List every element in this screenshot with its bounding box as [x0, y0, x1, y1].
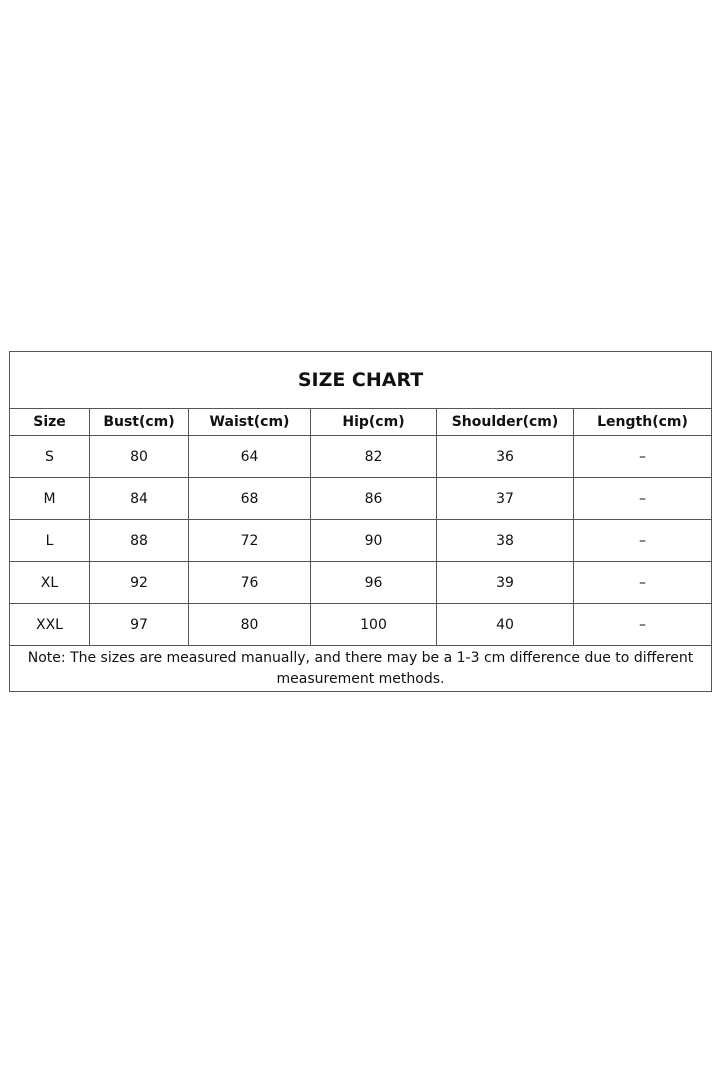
- hip-cell: 100: [311, 604, 437, 646]
- hip-cell: 82: [311, 436, 437, 478]
- measurement-note: Note: The sizes are measured manually, and there may be a 1-3 cm difference due to different measurement methods.: [10, 646, 712, 692]
- size-cell: XL: [10, 562, 90, 604]
- bust-cell: 84: [90, 478, 189, 520]
- shoulder-cell: 37: [437, 478, 574, 520]
- size-cell: M: [10, 478, 90, 520]
- waist-cell: 72: [189, 520, 311, 562]
- length-cell: –: [574, 520, 712, 562]
- bust-cell: 80: [90, 436, 189, 478]
- column-header-size: Size: [10, 409, 90, 436]
- shoulder-cell: 38: [437, 520, 574, 562]
- bust-cell: 92: [90, 562, 189, 604]
- waist-cell: 64: [189, 436, 311, 478]
- size-cell: S: [10, 436, 90, 478]
- hip-cell: 90: [311, 520, 437, 562]
- column-header-waist: Waist(cm): [189, 409, 311, 436]
- bust-cell: 88: [90, 520, 189, 562]
- table-row: [10, 520, 712, 562]
- note-row: [10, 646, 712, 692]
- chart-title: SIZE CHART: [10, 352, 712, 409]
- length-cell: –: [574, 478, 712, 520]
- shoulder-cell: 39: [437, 562, 574, 604]
- length-cell: –: [574, 436, 712, 478]
- waist-cell: 80: [189, 604, 311, 646]
- table-row: [10, 604, 712, 646]
- size-cell: XXL: [10, 604, 90, 646]
- size-chart-table: [9, 351, 712, 692]
- length-cell: –: [574, 562, 712, 604]
- column-header-bust: Bust(cm): [90, 409, 189, 436]
- shoulder-cell: 40: [437, 604, 574, 646]
- title-row: [10, 352, 712, 409]
- table-row: [10, 562, 712, 604]
- waist-cell: 68: [189, 478, 311, 520]
- hip-cell: 96: [311, 562, 437, 604]
- waist-cell: 76: [189, 562, 311, 604]
- length-cell: –: [574, 604, 712, 646]
- table-row: [10, 436, 712, 478]
- shoulder-cell: 36: [437, 436, 574, 478]
- column-header-hip: Hip(cm): [311, 409, 437, 436]
- bust-cell: 97: [90, 604, 189, 646]
- size-cell: L: [10, 520, 90, 562]
- header-row: [10, 409, 712, 436]
- column-header-length: Length(cm): [574, 409, 712, 436]
- column-header-shoulder: Shoulder(cm): [437, 409, 574, 436]
- hip-cell: 86: [311, 478, 437, 520]
- table-row: [10, 478, 712, 520]
